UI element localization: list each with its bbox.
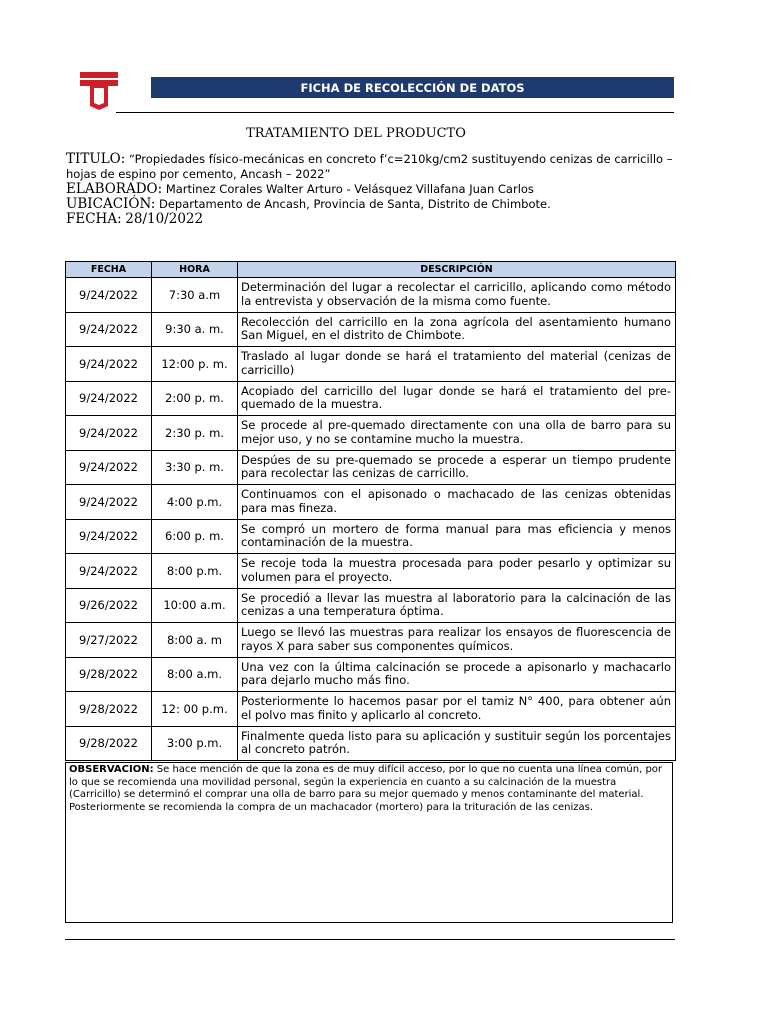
table-row [66,278,676,313]
cell-descripcion: Se recoje toda la muestra procesada para poder pesarlo y optimizar su volumen para el proyecto. [238,554,676,589]
titulo-line [66,152,676,182]
section-title: TRATAMIENTO DEL PRODUCTO [246,126,466,141]
observation-label: OBSERVACION: [69,764,154,775]
cell-fecha: 9/28/2022 [66,692,152,727]
cell-fecha: 9/27/2022 [66,623,152,658]
cell-hora: 8:00 a.m. [152,657,238,692]
form-title-bar [151,77,674,98]
table-row [66,554,676,589]
cell-hora: 2:00 p. m. [152,381,238,416]
table-row [66,588,676,623]
elaborado-label: ELABORADO: [66,181,163,197]
table-row [66,416,676,451]
column-header-fecha: FECHA [66,262,152,278]
elaborado-value: Martinez Corales Walter Arturo - Velásquez Villafana Juan Carlos [165,182,534,196]
cell-hora: 9:30 a. m. [152,312,238,347]
cell-descripcion: Se procedió a llevar las muestra al laboratorio para la calcinación de las cenizas a una temperatura óptima. [238,588,676,623]
table-row [66,485,676,520]
table-row [66,381,676,416]
fecha-line [66,212,676,227]
header-divider [116,112,674,113]
cell-descripcion: Recolección del carricillo en la zona agrícola del asentamiento humano San Miguel, en el distrito de Chimbote. [238,312,676,347]
cell-descripcion: Determinación del lugar a recolectar el carricillo, aplicando como método la entrevista y observación de la misma como fuente. [238,278,676,313]
cell-hora: 12: 00 p.m. [152,692,238,727]
cell-descripcion: Se compró un mortero de forma manual para mas eficiencia y menos contaminación de la muestra. [238,519,676,554]
cell-descripcion: Traslado al lugar donde se hará el tratamiento del material (cenizas de carricillo) [238,347,676,382]
ubicacion-value: Departamento de Ancash, Provincia de Santa, Distrito de Chimbote. [158,197,551,211]
fecha-value: 28/10/2022 [125,211,204,227]
observation-box [65,762,673,923]
cell-fecha: 9/24/2022 [66,416,152,451]
table-row [66,312,676,347]
fecha-label: FECHA: [66,211,122,227]
cell-descripcion: Finalmente queda listo para su aplicación y sustituir según los porcentajes al concreto patrón. [238,726,676,761]
table-row [66,623,676,658]
table-row [66,347,676,382]
cell-descripcion: Se procede al pre-quemado directamente con una olla de barro para su mejor uso, y no se contamine mucho la muestra. [238,416,676,451]
table-row [66,450,676,485]
cell-hora: 8:00 a. m [152,623,238,658]
project-metadata [66,152,676,227]
cell-fecha: 9/24/2022 [66,450,152,485]
cell-fecha: 9/24/2022 [66,485,152,520]
cell-descripcion: Despúes de su pre-quemado se procede a esperar un tiempo prudente para recolectar las cenizas de carricillo. [238,450,676,485]
cell-fecha: 9/28/2022 [66,657,152,692]
table-row [66,726,676,761]
cell-fecha: 9/28/2022 [66,726,152,761]
activity-log-table [65,261,676,761]
cell-hora: 10:00 a.m. [152,588,238,623]
cell-fecha: 9/26/2022 [66,588,152,623]
cell-descripcion: Luego se llevó las muestras para realizar los ensayos de fluorescencia de rayos X para saber sus componentes químicos. [238,623,676,658]
cell-fecha: 9/24/2022 [66,554,152,589]
cell-descripcion: Continuamos con el apisonado o machacado de las cenizas obtenidas para mas fineza. [238,485,676,520]
form-title: FICHA DE RECOLECCIÓN DE DATOS [300,80,525,95]
column-header-hora: HORA [152,262,238,278]
cell-hora: 7:30 a.m [152,278,238,313]
titulo-value: “Propiedades físico-mecánicas en concreto f’c=210kg/cm2 sustituyendo cenizas de carricillo – hojas de espino por cemento, Ancash – 2022” [66,152,673,181]
elaborado-line [66,182,676,197]
cell-fecha: 9/24/2022 [66,278,152,313]
cell-hora: 3:30 p. m. [152,450,238,485]
cell-descripcion: Una vez con la última calcinación se procede a apisonarlo y machacarlo para dejarlo mucho más fino. [238,657,676,692]
column-header-descripcion: DESCRIPCIÓN [238,262,676,278]
table-header-row [66,262,676,278]
cell-hora: 2:30 p. m. [152,416,238,451]
cell-hora: 8:00 p.m. [152,554,238,589]
cell-hora: 4:00 p.m. [152,485,238,520]
cell-descripcion: Acopiado del carricillo del lugar donde se hará el tratamiento del pre-quemado de la muestra. [238,381,676,416]
observation-text: Se hace mención de que la zona es de muy difícil acceso, por lo que no cuenta una línea común, por lo que se recomienda una movilidad personal, según la experiencia en cuanto a su calcinación de la muestra (Carricillo) se determinó el comprar una olla de barro para su mejor quemado y menos contaminante del material. Posteriormente se recomienda la compra de un machacador (mortero) para la trituración de las cenizas. [69,764,663,813]
footer-divider [65,939,675,940]
table-row [66,519,676,554]
cell-fecha: 9/24/2022 [66,312,152,347]
table-row [66,657,676,692]
ubicacion-label: UBICACIÓN: [66,196,156,212]
cell-hora: 12:00 p. m. [152,347,238,382]
titulo-label: TITULO: [66,151,126,167]
ubicacion-line [66,197,676,212]
cell-hora: 3:00 p.m. [152,726,238,761]
cell-fecha: 9/24/2022 [66,347,152,382]
cell-fecha: 9/24/2022 [66,381,152,416]
cell-fecha: 9/24/2022 [66,519,152,554]
table-row [66,692,676,727]
cell-hora: 6:00 p. m. [152,519,238,554]
university-logo [78,70,120,110]
cell-descripcion: Posteriormente lo hacemos pasar por el tamiz N° 400, para obtener aún el polvo mas finito y aplicarlo al concreto. [238,692,676,727]
